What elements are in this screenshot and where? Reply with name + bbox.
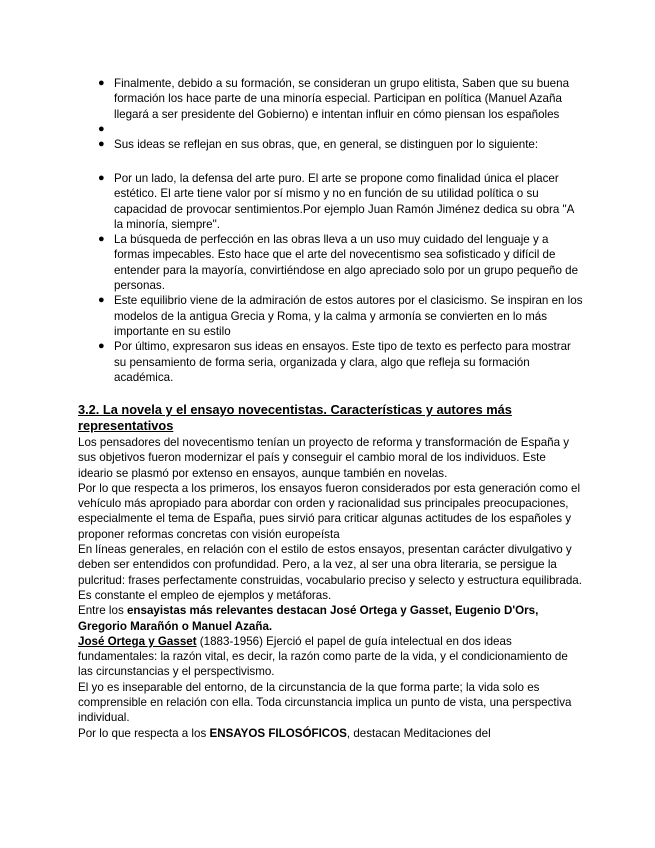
paragraph: [78, 726, 583, 741]
paragraph-text: (1883-1956) Ejerció el papel de guía intelectual en dos ideas fundamentales: la razón vital, es decir, la razón como parte de la vida, y el condicionamiento de las circunstancias y el perspectivismo.: [78, 634, 568, 679]
list-item: [78, 293, 583, 339]
list-item-text: La búsqueda de perfección en las obras lleva a un uso muy cuidado del lenguaje y a formas impecables. Esto hace que el arte del novecentismo sea sofisticado y difícil de entender para la mayoría, convirtiéndose en algo apreciado solo por un grupo pequeño de personas.: [114, 233, 579, 293]
bullet-list-features: [78, 171, 583, 385]
list-item: [78, 339, 583, 385]
highlight-text: ENSAYOS FILOSÓFICOS: [209, 726, 347, 740]
bullet-icon: ●: [98, 122, 105, 135]
paragraph: Los pensadores del novecentismo tenían un proyecto de reforma y transformación de España y sus objetivos fueron modernizar el país y conseguir el cambio moral de los individuos. Este ideario se plasmó por extenso en ensayos, aunque también en novelas.: [78, 436, 570, 480]
paragraph-text: , destacan Meditaciones del: [346, 726, 491, 740]
highlight-text: ensayistas más relevantes destacan José Ortega y Gasset, Eugenio D'Ors, Gregorio Marañón o Manuel Azaña.: [78, 604, 539, 633]
list-item: [78, 76, 583, 122]
bullet-icon: ●: [98, 172, 105, 184]
list-item: [78, 137, 583, 152]
list-item-text: Este equilibrio viene de la admiración de estos autores por el clasicismo. Se inspiran en los modelos de la antigua Grecia y Roma, y la calma y armonía se convierten en lo más importante en su estilo: [114, 294, 583, 338]
list-item: [78, 171, 583, 232]
bullet-list-intro: [78, 76, 583, 152]
list-item-empty: [78, 122, 583, 137]
bullet-icon: ●: [98, 77, 105, 89]
section-body: [78, 402, 583, 741]
bullet-icon: ●: [98, 294, 105, 307]
bullet-icon: ●: [98, 138, 105, 151]
author-name: José Ortega y Gasset: [78, 634, 197, 648]
list-item-text: Por último, expresaron sus ideas en ensayos. Este tipo de texto es perfecto para mostrar su pensamiento de forma seria, organizada y clara, algo que refleja su formación académica.: [114, 340, 571, 384]
bullet-icon: ●: [98, 340, 105, 353]
paragraph: [78, 634, 583, 680]
paragraph: En líneas generales, en relación con el estilo de estos ensayos, presentan carácter divulgativo y deben ser entendidos con profundidad. Pero, a la vez, al ser una obra literaria, se persigue la pulcritud: frases perfectamente construidas, vocabulario preciso y selecto y estructura equilibrada. Es constante el empleo de ejemplos y metáforas.: [78, 543, 582, 602]
paragraph: [78, 603, 583, 634]
paragraph-text: Entre los: [78, 604, 127, 618]
section-heading: 3.2. La novela y el ensayo novecentistas. Características y autores más representativos: [78, 402, 512, 433]
list-item-text: Por un lado, la defensa del arte puro. El arte se propone como finalidad única el placer estético. El arte tiene valor por sí mismo y no en función de su utilidad política o su capacidad de provocar sentimientos.Por ejemplo Juan Ramón Jiménez dedica su obra "A la minoría, siempre".: [114, 172, 574, 231]
paragraph: Por lo que respecta a los primeros, los ensayos fueron considerados por esta generación como el vehículo más apropiado para abordar con orden y racionalidad sus principales preocupaciones, especialmente el tema de España, pues sirvió para criticar algunas actitudes de los españoles y proponer reformas concretas con visión europeísta: [78, 481, 581, 541]
list-item-text: Sus ideas se reflejan en sus obras, que, en general, se distinguen por lo siguiente:: [114, 138, 539, 152]
bullet-icon: ●: [98, 233, 105, 246]
paragraph-text: Por lo que respecta a los: [78, 726, 210, 740]
paragraph: El yo es inseparable del entorno, de la circunstancia de la que forma parte; la vida solo es comprensible en relación con ella. Toda circunstancia implica un punto de vista, una perspectiva individual.: [78, 680, 572, 725]
list-item-text: Finalmente, debido a su formación, se consideran un grupo elitista, Saben que su buena formación los hace parte de una minoría especial. Participan en política (Manuel Azaña llegará a ser presidente del Gobierno) e intentan influir en cómo piensan los españoles: [114, 77, 570, 121]
list-item: [78, 232, 583, 293]
